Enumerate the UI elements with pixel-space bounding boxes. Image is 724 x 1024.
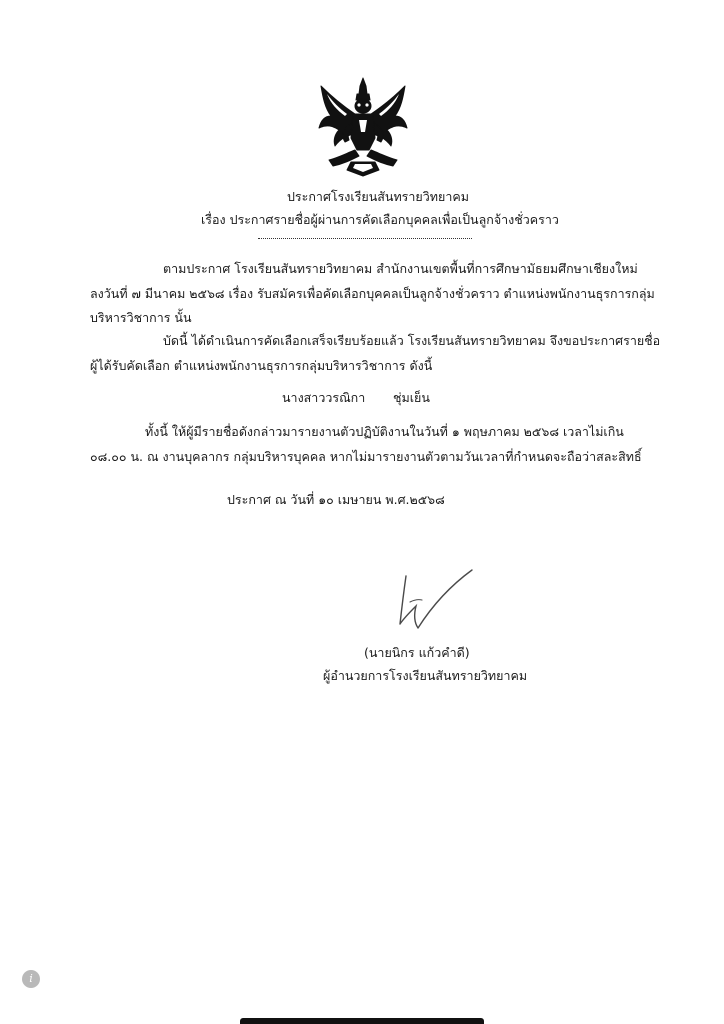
home-indicator xyxy=(240,1018,484,1024)
paragraph-3-line-2: ๐๘.๐๐ น. ณ งานบุคลากร กลุ่มบริหารบุคคล หากไม่มารายงานตัวตามวันเวลาที่กำหนดจะถือว่าสละสิทธิ์ xyxy=(90,449,642,464)
paragraph-1-line-1: ตามประกาศ โรงเรียนสันทรายวิทยาคม สำนักงานเขตพื้นที่การศึกษามัธยมศึกษาเชียงใหม่ xyxy=(163,261,638,276)
document-title: ประกาศโรงเรียนสันทรายวิทยาคม xyxy=(287,189,469,204)
paragraph-2-line-2: ผู้ได้รับคัดเลือก ตำแหน่งพนักงานธุรการกลุ่มบริหารวิชาการ ดังนี้ xyxy=(90,358,433,373)
info-icon[interactable]: i xyxy=(22,970,40,988)
signature-icon xyxy=(392,566,474,634)
document-subject: เรื่อง ประกาศรายชื่อผู้ผ่านการคัดเลือกบุคคลเพื่อเป็นลูกจ้างชั่วคราว xyxy=(201,212,559,227)
paragraph-1-line-2: ลงวันที่ ๗ มีนาคม ๒๕๖๘ เรื่อง รับสมัครเพื่อคัดเลือกบุคคลเป็นลูกจ้างชั่วคราว ตำแหน่งพนักงานธุรการกลุ่ม xyxy=(90,286,655,301)
announcement-date: ประกาศ ณ วันที่ ๑๐ เมษายน พ.ศ.๒๕๖๘ xyxy=(227,492,445,507)
signatory-position: ผู้อำนวยการโรงเรียนสันทรายวิทยาคม xyxy=(323,668,528,683)
selected-person-last-name: ชุ่มเย็น xyxy=(393,390,430,405)
dotted-divider xyxy=(258,238,472,239)
paragraph-3-line-1: ทั้งนี้ ให้ผู้มีรายชื่อดังกล่าวมารายงานตัวปฏิบัติงานในวันที่ ๑ พฤษภาคม ๒๕๖๘ เวลาไม่เกิน xyxy=(145,424,624,439)
garuda-emblem-icon xyxy=(315,76,411,178)
paragraph-2-line-1: บัดนี้ ได้ดำเนินการคัดเลือกเสร็จเรียบร้อยแล้ว โรงเรียนสันทรายวิทยาคม จึงขอประกาศรายชื่อ xyxy=(163,333,661,348)
selected-person-first-name: นางสาววรณิกา xyxy=(282,390,366,405)
signatory-name: (นายนิกร แก้วคำดี) xyxy=(364,645,470,660)
paragraph-1-line-3: บริหารวิชาการ นั้น xyxy=(90,310,192,325)
